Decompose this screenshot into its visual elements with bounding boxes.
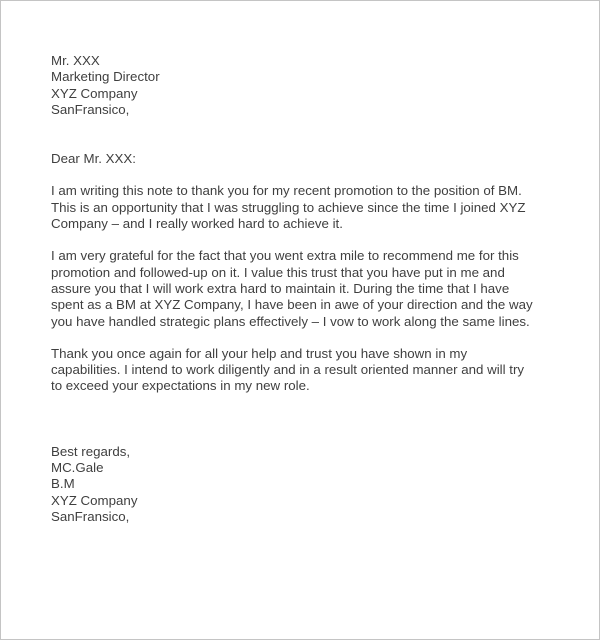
address-line-recipient-title: Marketing Director: [51, 69, 160, 85]
letter-body: [51, 53, 538, 525]
body-paragraph-2: I am very grateful for the fact that you went extra mile to recommend me for this promotion and followed-up on it. I value this trust that you have put in me and assure you that I will work extra hard to maintain it. During the time that I have spent as a BM at XYZ Company, I have been in awe of your direction and the way you have handled strategic plans effectively – I vow to work along the same lines.: [51, 248, 533, 329]
salutation: Dear Mr. XXX:: [51, 151, 136, 167]
signature-block: [51, 444, 538, 525]
body-paragraph-1: I am writing this note to thank you for my recent promotion to the position of BM. This is an opportunity that I was struggling to achieve since the time I joined XYZ Company – and I really worked hard to achieve it.: [51, 183, 526, 232]
body-paragraph-3: Thank you once again for all your help and trust you have shown in my capabilities. I intend to work diligently and in a result oriented manner and will try to exceed your expectations in my new role.: [51, 345, 525, 394]
address-line-city: SanFransico,: [51, 101, 130, 117]
signature-sender-title: B.M: [51, 476, 75, 492]
recipient-address-block: [51, 53, 538, 118]
signature-company: XYZ Company: [51, 492, 138, 508]
signature-city: SanFransico,: [51, 508, 130, 524]
signature-sender-name: MC.Gale: [51, 460, 104, 476]
signature-closing: Best regards,: [51, 443, 131, 459]
address-line-company: XYZ Company: [51, 85, 138, 101]
address-line-recipient-name: Mr. XXX: [51, 53, 100, 68]
